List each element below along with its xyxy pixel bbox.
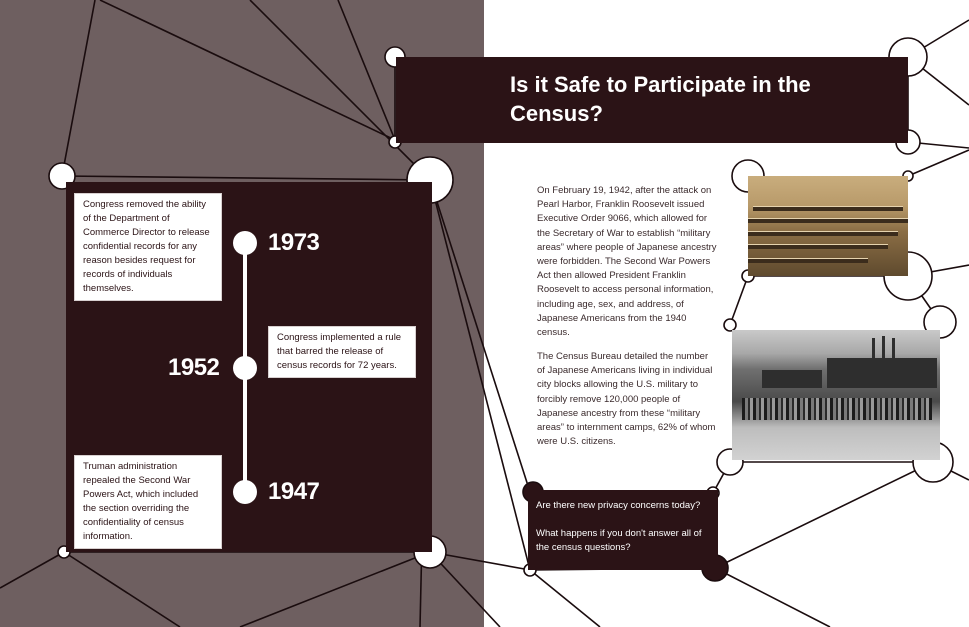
question-privacy: Are there new privacy concerns today?: [536, 500, 701, 511]
body-paragraph-1: On February 19, 1942, after the attack on Pearl Harbor, Franklin Roosevelt issued Executive Order 9066, which allowed for the Secretary of War to establish “military areas” where people of Japanese ancestry were forbidden. The Second War Powers Act then allowed President Franklin Roosevelt to access personal information, including age, sex, and address, of Japanese Americans from the 1940 census.: [537, 185, 717, 339]
internment-camp-aerial-photo: [748, 176, 908, 276]
timeline-year-1973: 1973: [268, 229, 320, 256]
body-paragraph-2: The Census Bureau detailed the number of Japanese Americans living in individual city blocks allowing the U.S. military to forcibly remove 120,000 people of Japanese ancestry from these “military areas” to internment camps, 62% of whom were U.S. citizens.: [537, 351, 716, 448]
timeline-dot-1952: [233, 356, 257, 380]
timeline-year-1952: 1952: [168, 354, 220, 381]
question-unanswered: What happens if you don't answer all of the census questions?: [536, 528, 702, 553]
timeline-dot-1973: [233, 231, 257, 255]
title-bar: [396, 57, 908, 143]
page-title: Is it Safe to Participate in the Census?: [510, 72, 811, 126]
timeline-note-1947: Truman administration repealed the Second War Powers Act, which included the section overriding the confidentiality of census information.: [75, 456, 221, 548]
timeline-year-1947: 1947: [268, 478, 320, 505]
timeline-dot-1947: [233, 480, 257, 504]
timeline-note-1952: Congress implemented a rule that barred the release of census records for 72 years.: [269, 327, 415, 377]
timeline-note-1973: Congress removed the ability of the Department of Commerce Director to release confidential records for any reason besides request for records of individuals themselves.: [75, 194, 221, 300]
internment-camp-line-photo: [732, 330, 940, 460]
questions-box: [528, 490, 718, 570]
